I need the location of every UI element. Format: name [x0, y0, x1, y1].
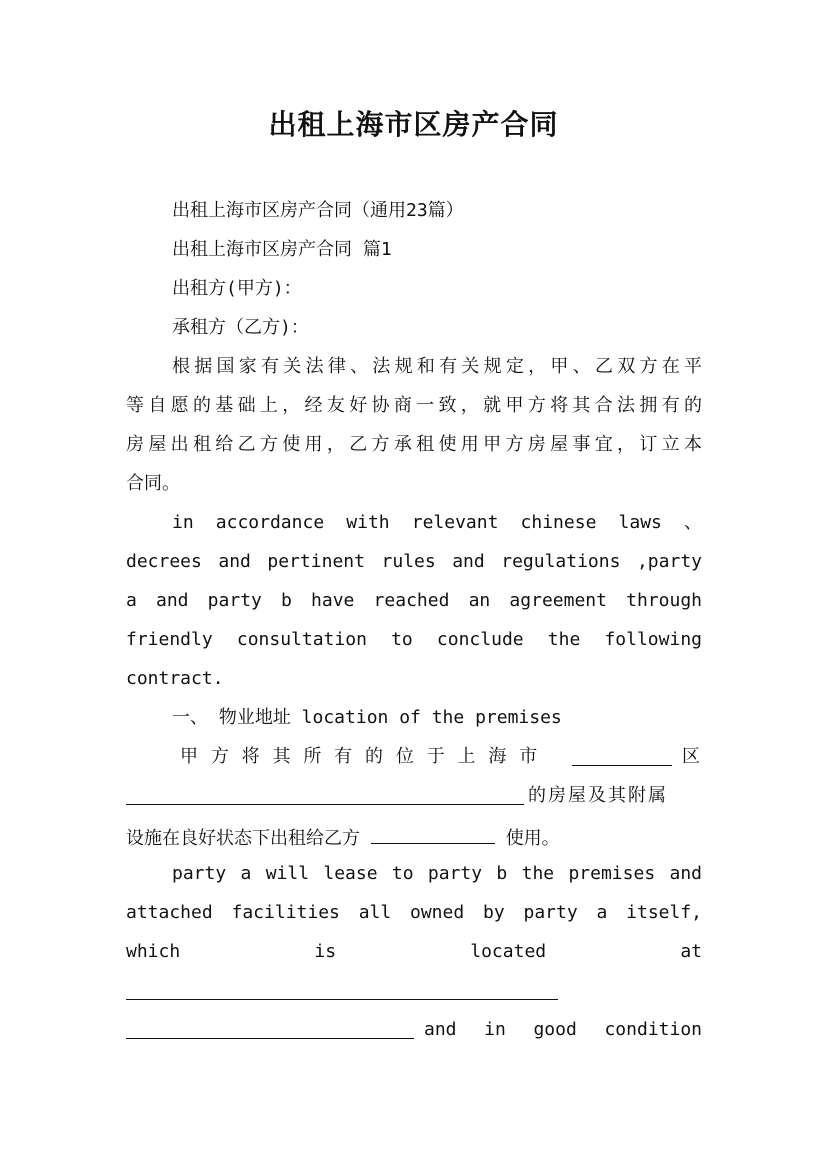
blank-field: [126, 784, 524, 805]
subtitle-line: 出租上海市区房产合同（通用23篇）: [172, 200, 464, 221]
paragraph-text: 甲 方 将 其 所 有 的 位 于 上 海 市: [180, 746, 539, 767]
paragraph-text: 设施在良好状态下出租给乙方: [126, 828, 360, 849]
paragraph-text: 的房屋及其附属: [528, 785, 668, 806]
blank-field: [126, 1018, 414, 1039]
lessor-label: 出租方(甲方)：: [172, 278, 302, 299]
paragraph-text: 使用。: [505, 828, 560, 849]
lessee-label: 承租方（乙方)：: [172, 317, 309, 338]
section-heading: 出租上海市区房产合同 篇1: [172, 239, 392, 260]
paragraph-line: friendly consultation to conclude the following: [126, 629, 702, 650]
paragraph-line: which is located at: [126, 941, 702, 962]
paragraph-line: 根据国家有关法律、法规和有关规定，甲、乙双方在平: [172, 356, 702, 377]
paragraph-line: attached facilities all owned by party a itself,: [126, 902, 702, 923]
clause-heading: 一、 物业地址 location of the premises: [172, 707, 562, 728]
paragraph-line: decrees and pertinent rules and regulations ,party: [126, 551, 702, 572]
paragraph-line: a and party b have reached an agreement through: [126, 590, 702, 611]
paragraph-text: and in good condition: [424, 1019, 702, 1040]
paragraph-line: 合同。: [126, 473, 180, 494]
paragraph-line: 等自愿的基础上，经友好协商一致，就甲方将其合法拥有的: [126, 395, 702, 416]
paragraph-line: in accordance with relevant chinese laws 、: [172, 512, 702, 533]
blank-field: [371, 823, 495, 844]
paragraph-line: party a will lease to party b the premises and: [172, 863, 702, 884]
document-title: 出租上海市区房产合同: [268, 108, 559, 141]
blank-field: [572, 745, 672, 766]
blank-field: [126, 979, 558, 1000]
paragraph-text: 区: [682, 746, 700, 767]
fill-line: [126, 823, 702, 851]
paragraph-line: contract.: [126, 668, 224, 689]
paragraph-line: 房屋出租给乙方使用，乙方承租使用甲方房屋事宜，订立本: [126, 434, 702, 455]
